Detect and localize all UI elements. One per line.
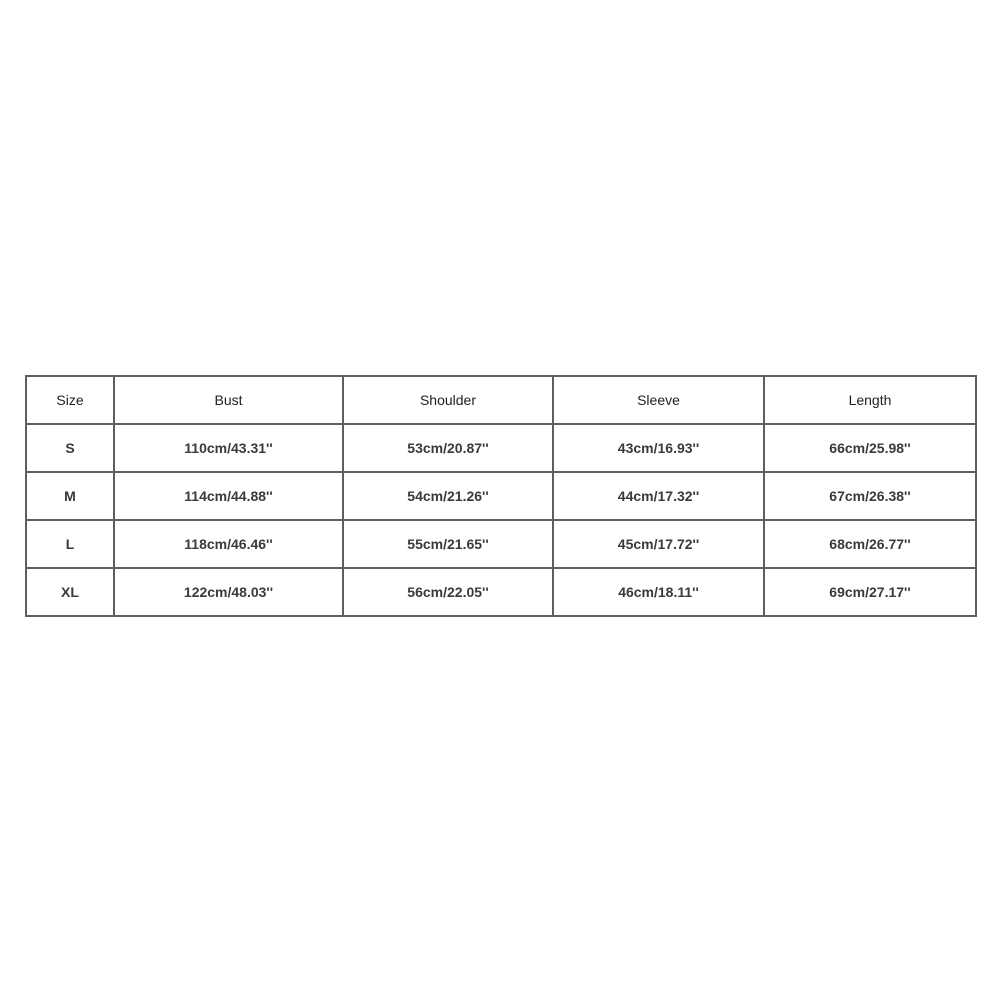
header-bust: Bust [114,376,343,424]
header-length: Length [764,376,976,424]
cell-length: 68cm/26.77'' [764,520,976,568]
cell-sleeve: 44cm/17.32'' [553,472,764,520]
cell-bust: 110cm/43.31'' [114,424,343,472]
header-sleeve: Sleeve [553,376,764,424]
cell-length: 67cm/26.38'' [764,472,976,520]
cell-size: L [26,520,114,568]
cell-shoulder: 56cm/22.05'' [343,568,553,616]
table-row [26,520,976,568]
cell-size: XL [26,568,114,616]
cell-sleeve: 43cm/16.93'' [553,424,764,472]
cell-shoulder: 54cm/21.26'' [343,472,553,520]
cell-bust: 114cm/44.88'' [114,472,343,520]
cell-shoulder: 55cm/21.65'' [343,520,553,568]
cell-length: 69cm/27.17'' [764,568,976,616]
table-row [26,424,976,472]
cell-bust: 118cm/46.46'' [114,520,343,568]
cell-shoulder: 53cm/20.87'' [343,424,553,472]
header-size: Size [26,376,114,424]
cell-sleeve: 45cm/17.72'' [553,520,764,568]
table-row [26,472,976,520]
cell-length: 66cm/25.98'' [764,424,976,472]
cell-sleeve: 46cm/18.11'' [553,568,764,616]
table-header-row [26,376,976,424]
cell-size: S [26,424,114,472]
cell-size: M [26,472,114,520]
cell-bust: 122cm/48.03'' [114,568,343,616]
size-chart-table [25,375,977,617]
table-row [26,568,976,616]
header-shoulder: Shoulder [343,376,553,424]
